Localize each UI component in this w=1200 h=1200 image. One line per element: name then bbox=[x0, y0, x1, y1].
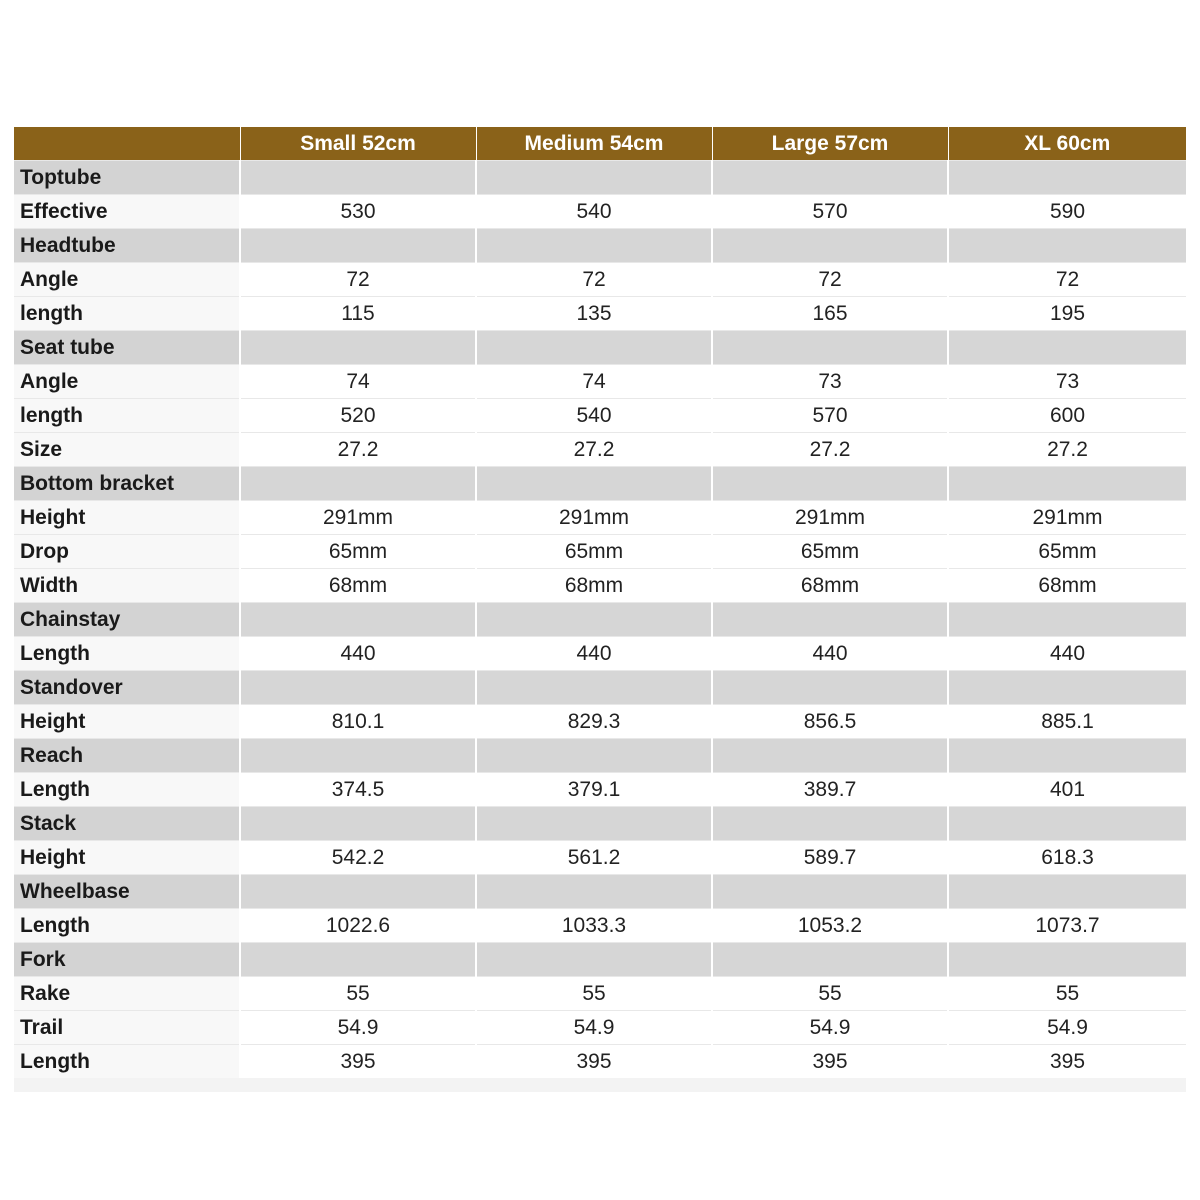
header-small: Small 52cm bbox=[240, 127, 476, 161]
table-cell bbox=[712, 331, 948, 365]
table-cell: 55 bbox=[948, 977, 1186, 1011]
table-cell: 291mm bbox=[948, 501, 1186, 535]
section-row bbox=[14, 229, 1186, 263]
table-cell bbox=[240, 467, 476, 501]
row-label: Angle bbox=[14, 263, 240, 297]
table-cell: 73 bbox=[948, 365, 1186, 399]
section-label: Wheelbase bbox=[14, 875, 240, 909]
table-cell bbox=[240, 229, 476, 263]
table-cell: 440 bbox=[948, 637, 1186, 671]
section-label: Seat tube bbox=[14, 331, 240, 365]
row-label: Size bbox=[14, 433, 240, 467]
table-cell: 65mm bbox=[240, 535, 476, 569]
table-row bbox=[14, 399, 1186, 433]
table-cell: 885.1 bbox=[948, 705, 1186, 739]
table-cell bbox=[712, 671, 948, 705]
table-cell: 72 bbox=[476, 263, 712, 297]
table-cell: 829.3 bbox=[476, 705, 712, 739]
header-large: Large 57cm bbox=[712, 127, 948, 161]
table-cell: 1073.7 bbox=[948, 909, 1186, 943]
header-xl: XL 60cm bbox=[948, 127, 1186, 161]
table-cell: 291mm bbox=[240, 501, 476, 535]
table-cell: 540 bbox=[476, 195, 712, 229]
row-label: Length bbox=[14, 773, 240, 807]
table-cell bbox=[948, 229, 1186, 263]
row-label: Height bbox=[14, 705, 240, 739]
table-cell: 55 bbox=[476, 977, 712, 1011]
section-label: Headtube bbox=[14, 229, 240, 263]
row-label: Height bbox=[14, 501, 240, 535]
row-label: Angle bbox=[14, 365, 240, 399]
table-cell bbox=[476, 229, 712, 263]
table-cell: 68mm bbox=[948, 569, 1186, 603]
table-row bbox=[14, 705, 1186, 739]
table-row bbox=[14, 637, 1186, 671]
table-cell bbox=[948, 943, 1186, 977]
section-row bbox=[14, 739, 1186, 773]
section-row bbox=[14, 161, 1186, 195]
table-cell bbox=[476, 807, 712, 841]
section-row bbox=[14, 671, 1186, 705]
table-cell: 440 bbox=[712, 637, 948, 671]
table-cell bbox=[948, 875, 1186, 909]
table-cell: 520 bbox=[240, 399, 476, 433]
table-cell bbox=[948, 739, 1186, 773]
geometry-sheet bbox=[14, 127, 1186, 1092]
table-cell: 291mm bbox=[476, 501, 712, 535]
table-cell bbox=[240, 807, 476, 841]
header-label-column bbox=[14, 127, 240, 161]
table-cell: 600 bbox=[948, 399, 1186, 433]
table-row bbox=[14, 977, 1186, 1011]
table-cell bbox=[712, 875, 948, 909]
table-row bbox=[14, 569, 1186, 603]
table-cell bbox=[712, 467, 948, 501]
table-cell: 55 bbox=[240, 977, 476, 1011]
table-cell: 65mm bbox=[712, 535, 948, 569]
table-cell: 55 bbox=[712, 977, 948, 1011]
table-cell: 68mm bbox=[476, 569, 712, 603]
table-cell: 542.2 bbox=[240, 841, 476, 875]
row-label: Width bbox=[14, 569, 240, 603]
table-cell: 856.5 bbox=[712, 705, 948, 739]
table-cell: 135 bbox=[476, 297, 712, 331]
table-cell: 27.2 bbox=[948, 433, 1186, 467]
table-cell: 27.2 bbox=[476, 433, 712, 467]
table-cell: 590 bbox=[948, 195, 1186, 229]
header-medium: Medium 54cm bbox=[476, 127, 712, 161]
table-cell: 54.9 bbox=[712, 1011, 948, 1045]
table-cell: 115 bbox=[240, 297, 476, 331]
table-cell bbox=[240, 603, 476, 637]
table-cell bbox=[948, 807, 1186, 841]
table-cell: 291mm bbox=[712, 501, 948, 535]
table-cell bbox=[240, 943, 476, 977]
table-cell bbox=[240, 739, 476, 773]
table-cell: 395 bbox=[476, 1045, 712, 1079]
row-label: Drop bbox=[14, 535, 240, 569]
geometry-table bbox=[14, 127, 1186, 1078]
table-cell bbox=[476, 875, 712, 909]
row-label: length bbox=[14, 297, 240, 331]
section-row bbox=[14, 467, 1186, 501]
table-cell: 54.9 bbox=[476, 1011, 712, 1045]
table-cell bbox=[476, 603, 712, 637]
row-label: Length bbox=[14, 1045, 240, 1079]
table-cell bbox=[240, 671, 476, 705]
table-cell: 54.9 bbox=[240, 1011, 476, 1045]
table-cell: 530 bbox=[240, 195, 476, 229]
table-cell: 65mm bbox=[948, 535, 1186, 569]
table-row bbox=[14, 433, 1186, 467]
table-cell: 74 bbox=[476, 365, 712, 399]
table-cell: 68mm bbox=[712, 569, 948, 603]
table-cell: 540 bbox=[476, 399, 712, 433]
table-cell bbox=[948, 671, 1186, 705]
row-label: length bbox=[14, 399, 240, 433]
table-row bbox=[14, 535, 1186, 569]
table-row bbox=[14, 263, 1186, 297]
table-cell bbox=[712, 603, 948, 637]
table-cell: 589.7 bbox=[712, 841, 948, 875]
row-label: Height bbox=[14, 841, 240, 875]
table-cell bbox=[712, 739, 948, 773]
table-cell: 165 bbox=[712, 297, 948, 331]
table-cell bbox=[240, 161, 476, 195]
table-row bbox=[14, 501, 1186, 535]
table-cell: 374.5 bbox=[240, 773, 476, 807]
section-label: Bottom bracket bbox=[14, 467, 240, 501]
table-row bbox=[14, 1045, 1186, 1079]
table-cell: 72 bbox=[712, 263, 948, 297]
table-cell bbox=[948, 161, 1186, 195]
table-cell: 440 bbox=[240, 637, 476, 671]
table-cell: 561.2 bbox=[476, 841, 712, 875]
table-cell: 27.2 bbox=[712, 433, 948, 467]
table-row bbox=[14, 297, 1186, 331]
table-cell bbox=[948, 331, 1186, 365]
table-cell: 395 bbox=[948, 1045, 1186, 1079]
section-row bbox=[14, 943, 1186, 977]
row-label: Effective bbox=[14, 195, 240, 229]
row-label: Rake bbox=[14, 977, 240, 1011]
section-label: Chainstay bbox=[14, 603, 240, 637]
table-cell bbox=[712, 229, 948, 263]
table-cell bbox=[948, 603, 1186, 637]
table-cell bbox=[712, 807, 948, 841]
row-label: Length bbox=[14, 637, 240, 671]
table-cell: 395 bbox=[712, 1045, 948, 1079]
table-cell: 68mm bbox=[240, 569, 476, 603]
table-row bbox=[14, 909, 1186, 943]
table-cell: 195 bbox=[948, 297, 1186, 331]
table-cell: 72 bbox=[948, 263, 1186, 297]
table-cell bbox=[476, 161, 712, 195]
table-cell bbox=[712, 943, 948, 977]
table-body bbox=[14, 161, 1186, 1079]
section-label: Reach bbox=[14, 739, 240, 773]
table-row bbox=[14, 365, 1186, 399]
table-header-row bbox=[14, 127, 1186, 161]
table-cell bbox=[476, 943, 712, 977]
table-cell: 73 bbox=[712, 365, 948, 399]
table-cell: 618.3 bbox=[948, 841, 1186, 875]
table-row bbox=[14, 773, 1186, 807]
section-row bbox=[14, 603, 1186, 637]
section-label: Stack bbox=[14, 807, 240, 841]
table-cell bbox=[476, 671, 712, 705]
section-label: Fork bbox=[14, 943, 240, 977]
table-cell: 570 bbox=[712, 399, 948, 433]
row-label: Length bbox=[14, 909, 240, 943]
section-row bbox=[14, 331, 1186, 365]
table-cell: 27.2 bbox=[240, 433, 476, 467]
table-cell bbox=[948, 467, 1186, 501]
table-cell: 440 bbox=[476, 637, 712, 671]
table-cell: 65mm bbox=[476, 535, 712, 569]
table-cell: 401 bbox=[948, 773, 1186, 807]
row-label: Trail bbox=[14, 1011, 240, 1045]
table-row bbox=[14, 841, 1186, 875]
table-cell bbox=[476, 467, 712, 501]
table-cell: 54.9 bbox=[948, 1011, 1186, 1045]
table-cell: 1053.2 bbox=[712, 909, 948, 943]
table-cell: 1033.3 bbox=[476, 909, 712, 943]
table-cell bbox=[476, 331, 712, 365]
section-label: Standover bbox=[14, 671, 240, 705]
table-cell: 74 bbox=[240, 365, 476, 399]
table-cell: 72 bbox=[240, 263, 476, 297]
table-cell: 1022.6 bbox=[240, 909, 476, 943]
section-label: Toptube bbox=[14, 161, 240, 195]
table-cell bbox=[712, 161, 948, 195]
table-cell: 570 bbox=[712, 195, 948, 229]
table-row bbox=[14, 1011, 1186, 1045]
table-cell bbox=[476, 739, 712, 773]
table-cell: 379.1 bbox=[476, 773, 712, 807]
table-cell: 389.7 bbox=[712, 773, 948, 807]
section-row bbox=[14, 807, 1186, 841]
table-cell: 810.1 bbox=[240, 705, 476, 739]
table-row bbox=[14, 195, 1186, 229]
section-row bbox=[14, 875, 1186, 909]
table-cell bbox=[240, 875, 476, 909]
table-cell: 395 bbox=[240, 1045, 476, 1079]
table-cell bbox=[240, 331, 476, 365]
